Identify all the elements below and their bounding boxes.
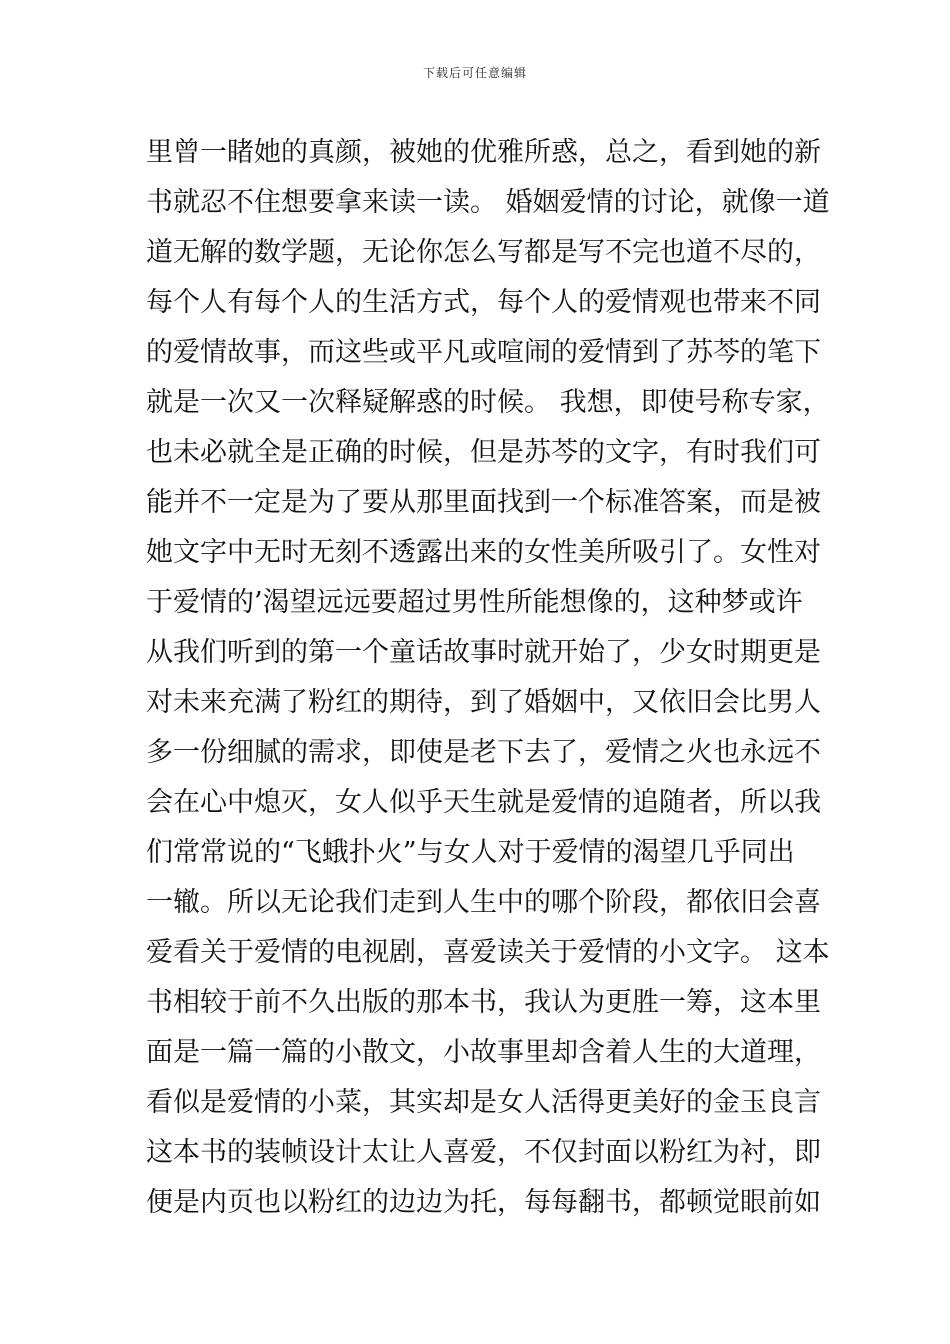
text-line: 便是内页也以粉红的边边为托，每每翻书，都顿觉眼前如: [146, 1187, 821, 1218]
page-header: 下载后可任意编辑: [422, 66, 527, 80]
text-line: 面是一篇一篇的小散文，小故事里却含着人生的大道理，: [146, 1037, 821, 1068]
text-line: 能并不一定是为了要从那里面找到一个标准答案，而是被: [146, 487, 821, 518]
text-line: 看似是爱情的小菜，其实却是女人活得更美好的金玉良言: [146, 1087, 821, 1118]
text-line: 会在心中熄灭，女人似乎天生就是爱情的追随者，所以我: [146, 787, 821, 818]
text-line: 里曾一睹她的真颜，被她的优雅所惑，总之，看到她的新: [146, 137, 821, 168]
text-line: 她文字中无时无刻不透露出来的女性美所吸引了。女性对: [146, 537, 821, 568]
text-line: 也未必就全是正确的时候，但是苏芩的文字，有时我们可: [146, 437, 821, 468]
text-line: 们常常说的“飞蛾扑火”与女人对于爱情的渴望几乎同出: [146, 837, 795, 868]
body-text: [146, 128, 830, 1228]
text-line: 多一份细腻的需求，即使是老下去了，爱情之火也永远不: [146, 737, 821, 768]
text-line: 于爱情的’渴望远远要超过男性所能想像的，这种梦或许: [146, 587, 803, 618]
text-line: 书相较于前不久出版的那本书，我认为更胜一筹，这本里: [146, 987, 821, 1018]
text-line: 的爱情故事，而这些或平凡或喧闹的爱情到了苏芩的笔下: [146, 337, 821, 368]
text-line: 从我们听到的第一个童话故事时就开始了，少女时期更是: [146, 637, 821, 668]
text-line: 对未来充满了粉红的期待，到了婚姻中，又依旧会比男人: [146, 687, 821, 718]
text-line: 就是一次又一次释疑解惑的时候。 我想，即使号称专家，: [146, 387, 830, 418]
text-line: 道无解的数学题，无论你怎么写都是写不完也道不尽的，: [146, 237, 821, 268]
text-line: 爱看关于爱情的电视剧，喜爱读关于爱情的小文字。 这本: [146, 937, 830, 968]
text-line: 一辙。所以无论我们走到人生中的哪个阶段，都依旧会喜: [146, 887, 821, 918]
text-line: 书就忍不住想要拿来读一读。 婚姻爱情的讨论，就像一道: [146, 187, 830, 218]
text-line: 这本书的装帧设计太让人喜爱，不仅封面以粉红为衬，即: [146, 1137, 821, 1168]
text-line: 每个人有每个人的生活方式，每个人的爱情观也带来不同: [146, 287, 821, 318]
